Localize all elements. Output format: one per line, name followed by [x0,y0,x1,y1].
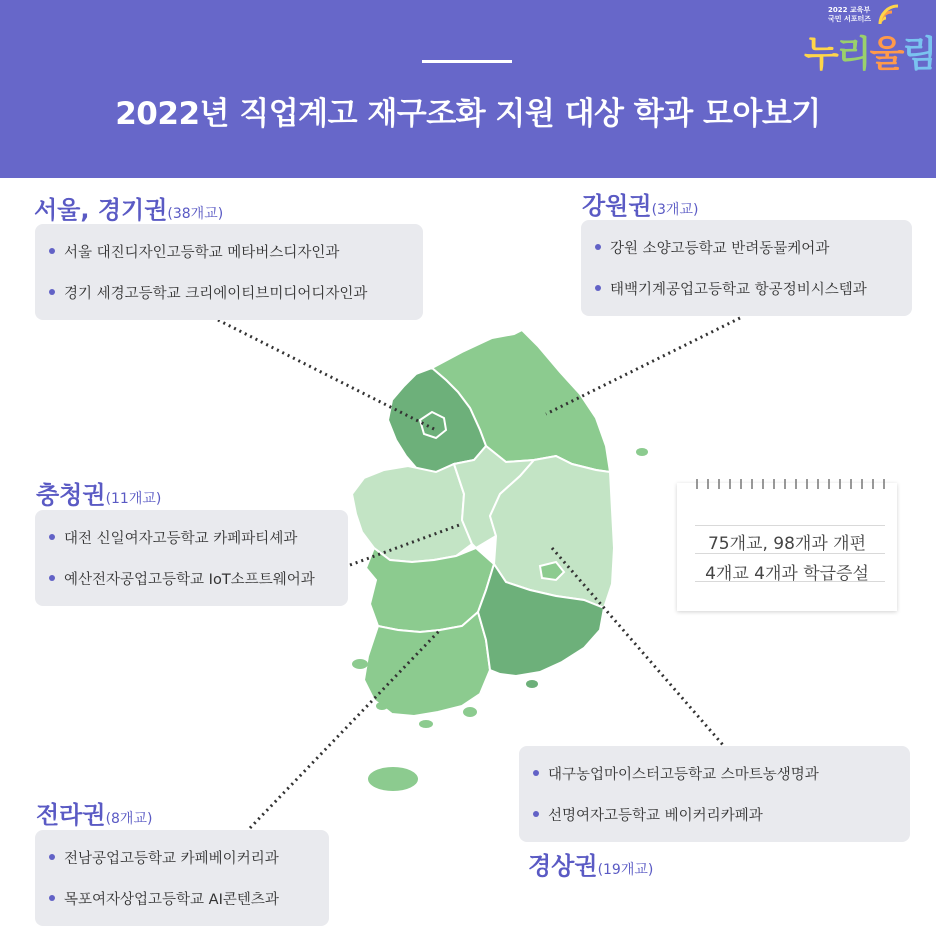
map-island [463,707,477,717]
map-island [526,680,538,688]
list-item: 대전 신일여자고등학교 카페파티셰과 [49,527,297,548]
list-item: 전남공업고등학교 카페베이커리과 [49,847,279,868]
page-title: 2022년 직업계고 재구조화 지원 대상 학과 모아보기 [115,96,821,132]
region-box-seoul [35,224,423,320]
region-box-jeolla [35,830,329,926]
map-jeju [368,767,418,791]
region-title-gyeongsang: 경상권(19개교) [528,852,654,880]
note-line-1: 75개교, 98개과 개편 [707,534,866,554]
map-region-chungnam [352,464,472,562]
notepad-rule [695,525,885,526]
region-title-seoul: 서울, 경기권(38개교) [34,196,224,224]
list-item: 목포여자상업고등학교 AI콘텐츠과 [49,888,279,909]
map-island [636,448,648,456]
note-line-2: 4개교 4개과 학급증설 [705,564,869,584]
list-item: 선명여자고등학교 베이커리카페과 [533,804,763,825]
map-island [376,702,388,710]
region-title-gangwon: 강원권(3개교) [582,192,699,220]
summary-notepad [677,483,897,611]
list-item: 예산전자공업고등학교 IoT소프트웨어과 [49,568,315,589]
region-title-jeolla: 전라권(8개교) [36,801,153,829]
region-box-chungcheong [35,510,348,606]
region-box-gyeongsang [519,746,910,842]
map-island [352,659,368,669]
logo-wordmark: 누리울림 [804,34,936,75]
list-item: 태백기계공업고등학교 항공정비시스템과 [595,278,867,299]
list-item: 강원 소양고등학교 반려동물케어과 [595,237,829,258]
list-item: 경기 세경고등학교 크리에이티브미디어디자인과 [49,282,367,303]
list-item: 서울 대진디자인고등학교 메타버스디자인과 [49,241,339,262]
logo-caption: 2022 교육부 국민 서포터즈 [828,6,872,23]
map-island [419,720,433,728]
region-box-gangwon [581,220,912,316]
spiral-binding-icon [693,477,889,493]
list-item: 대구농업마이스터고등학교 스마트농생명과 [533,763,819,784]
region-title-chungcheong: 충청권(11개교) [36,481,162,509]
